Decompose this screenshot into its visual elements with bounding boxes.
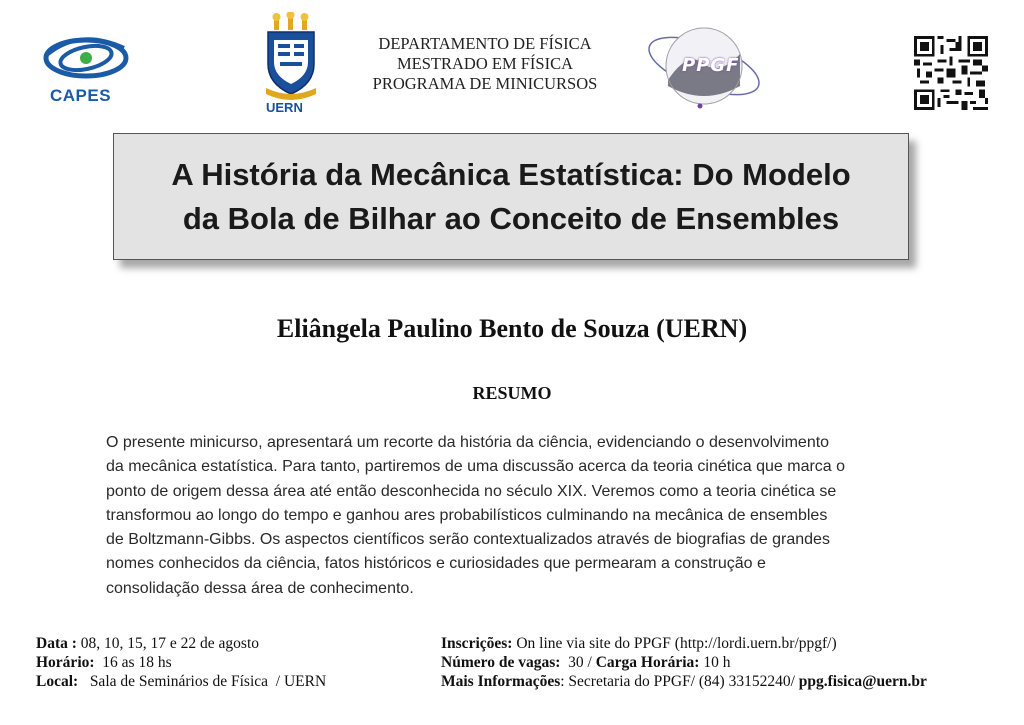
abstract-heading: RESUMO [472, 383, 552, 403]
info-location-row [36, 672, 326, 691]
qr-code-icon [914, 36, 988, 110]
info-contact-value: : Secretaria do PPGF/ (84) 33152240/ [560, 673, 799, 690]
info-time-label: Horário: [36, 654, 95, 671]
abstract-text [106, 431, 922, 601]
info-contact-label: Mais Informações [441, 673, 561, 690]
course-title-line-2: da Bola de Bilhar ao Conceito de Ensembles [182, 200, 840, 236]
info-seats-value: 30 / [560, 654, 596, 671]
title-box [113, 133, 909, 260]
info-location-label: Local: [36, 673, 79, 690]
header-department [330, 34, 640, 94]
info-workload-label: Carga Horária: [595, 654, 700, 671]
author-name: Eliângela Paulino Bento de Souza (UERN) [276, 314, 748, 343]
course-title-line-1: A História da Mecânica Estatística: Do Modelo [171, 156, 851, 192]
event-info-right [441, 634, 927, 691]
abstract-line: da mecânica estatística. Para tanto, partiremos de uma discussão acerca da teoria cinética que marca o [106, 458, 846, 476]
capes-logo [40, 24, 132, 106]
uern-logo [260, 12, 322, 116]
abstract-line: transformou ao longo do tempo e ganhou ares probabilísticos culminando na mecânica de ensembles [106, 506, 828, 524]
header-line-department: DEPARTAMENTO DE FÍSICA [378, 34, 592, 53]
event-info-left [36, 634, 326, 691]
abstract-line: ponto de origem dessa área até então desconhecida no século XIX. Veremos como a teoria cinética se [106, 482, 837, 500]
uern-crest-icon [260, 12, 322, 100]
abstract-line: de Boltzmann-Gibbs. Os aspectos científicos serão contextualizados através de biografias de grandes [106, 531, 830, 549]
info-contact-email[interactable]: ppg.fisica@uern.br [798, 673, 927, 690]
abstract-line: nomes conhecidos da ciência, fatos históricos e curiosidades que permearam a construção e [106, 555, 766, 573]
info-date-label: Data : [36, 635, 77, 652]
info-registration-row [441, 634, 927, 653]
info-time-row [36, 653, 326, 672]
info-workload-value: 10 h [699, 654, 731, 671]
info-location-value: Sala de Seminários de Física / UERN [78, 673, 327, 690]
ppgf-logo-text: PPGF [682, 55, 740, 76]
course-title [161, 153, 860, 241]
info-seats-row [441, 653, 927, 672]
header-line-program: PROGRAMA DE MINICURSOS [372, 74, 598, 93]
abstract-line: consolidação dessa área de conhecimento. [106, 579, 414, 597]
qr-code[interactable] [914, 36, 988, 110]
info-date-row [36, 634, 326, 653]
uern-logo-text: UERN [266, 100, 303, 115]
info-registration-label: Inscrições: [441, 635, 513, 652]
info-registration-value[interactable]: On line via site do PPGF (http://lordi.uern.br/ppgf/) [512, 635, 837, 652]
info-seats-label: Número de vagas: [441, 654, 561, 671]
abstract-line: O presente minicurso, apresentará um recorte da história da ciência, evidenciando o desenvolvimento [106, 434, 830, 451]
header-line-masters: MESTRADO EM FÍSICA [396, 54, 574, 73]
capes-emblem-icon [40, 24, 132, 88]
capes-logo-text: CAPES [50, 86, 112, 105]
ppgf-logo [642, 20, 774, 112]
info-time-value: 16 as 18 hs [94, 654, 172, 671]
info-contact-row [441, 672, 927, 691]
info-date-value: 08, 10, 15, 17 e 22 de agosto [76, 635, 260, 652]
